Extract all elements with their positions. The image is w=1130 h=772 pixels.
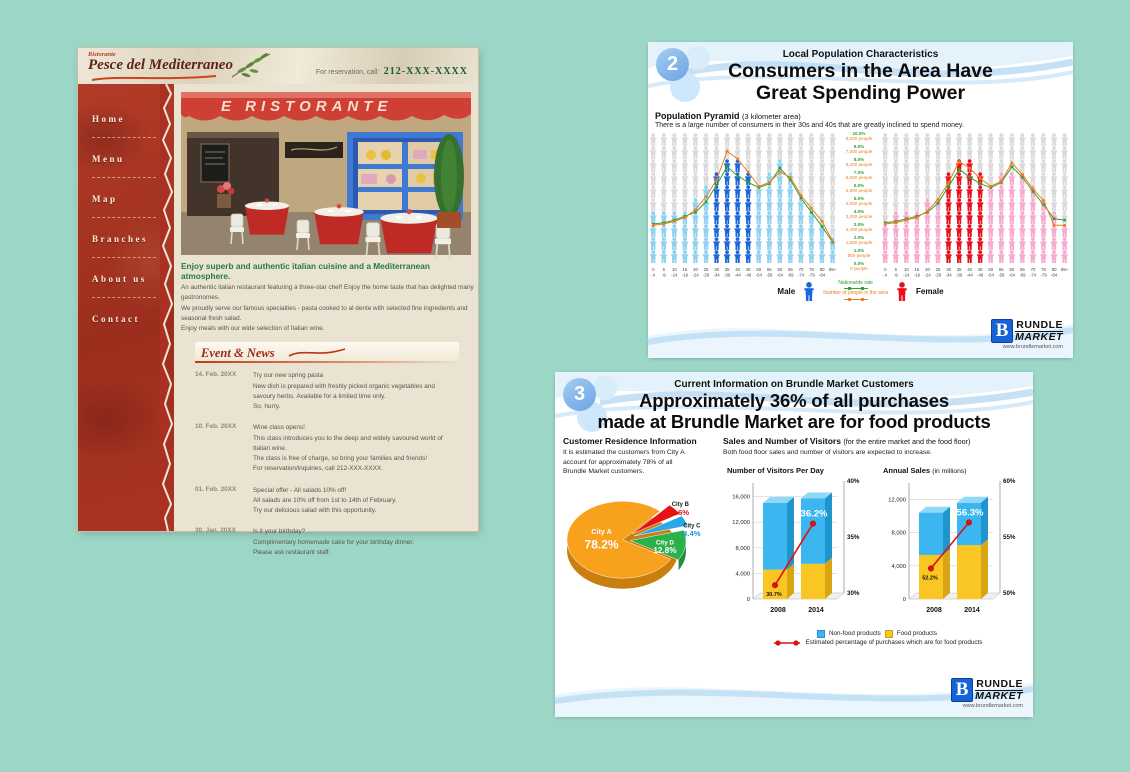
- slide-title-line2: Great Spending Power: [755, 81, 966, 104]
- svg-text:35: 35: [956, 266, 962, 272]
- news-date: 01. Feb. 20XX: [195, 485, 237, 493]
- news-text-line: The class is free of charge, so bring your families and friends!: [253, 455, 428, 462]
- sidebar-item-contact[interactable]: [78, 298, 174, 327]
- sales-description: Both food floor sales and number of visitors are expected to increase.: [723, 449, 932, 457]
- sales-chart-title: [883, 466, 1031, 475]
- sidebar-item-label: Contact: [92, 314, 140, 324]
- sidebar-item-label: Branches: [92, 234, 148, 244]
- svg-text:5,600 people: 5,600 people: [845, 174, 873, 180]
- svg-text:4,800 people: 4,800 people: [845, 187, 873, 193]
- bar-chart-legend: [723, 630, 1031, 647]
- svg-text:4,000 people: 4,000 people: [845, 200, 873, 206]
- svg-text:4.6%: 4.6%: [671, 507, 690, 517]
- residence-text: [563, 448, 715, 477]
- slide-2-consumers: [648, 42, 1073, 358]
- nonfood-legend-label: Non-food products: [828, 630, 881, 638]
- svg-text:4.4%: 4.4%: [683, 528, 701, 538]
- svg-text:60: 60: [1009, 266, 1015, 272]
- section-title: Population Pyramid: [655, 110, 740, 121]
- news-text-line: So, hurry.: [253, 403, 281, 410]
- news-text-line: Try our delicious salad with this opportunity.: [253, 507, 377, 514]
- svg-text:2014: 2014: [964, 606, 980, 614]
- news-text-line: Complimentary homemade cake for your birthday dinner.: [253, 538, 414, 546]
- logo-kicker: Ristorante: [88, 51, 116, 58]
- svg-text:15: 15: [914, 266, 920, 272]
- news-text: [253, 527, 414, 558]
- news-text-line: Italian wine.: [253, 444, 287, 452]
- news-date: 14. Feb. 20XX: [195, 371, 237, 379]
- svg-text:6.0%: 6.0%: [853, 182, 865, 188]
- pyramid-side-chart: [648, 131, 838, 281]
- news-text-line: Please ask restaurant staff.: [253, 548, 331, 556]
- sidebar-item-about-us[interactable]: [78, 258, 174, 287]
- svg-text:8,000: 8,000: [735, 545, 750, 552]
- sales-chart-title-bold: Annual Sales: [883, 465, 931, 475]
- svg-text:5: 5: [894, 266, 897, 272]
- svg-text:-54: -54: [755, 272, 762, 278]
- svg-text:40%: 40%: [847, 477, 860, 485]
- svg-text:12.8%: 12.8%: [653, 546, 677, 556]
- logo-name: Pesce del Mediterraneo: [88, 57, 233, 73]
- svg-text:9.0%: 9.0%: [853, 143, 865, 149]
- svg-text:4.0%: 4.0%: [853, 208, 865, 214]
- brundle-b-badge: B: [951, 678, 973, 702]
- svg-text:55%: 55%: [1003, 533, 1016, 541]
- svg-text:25: 25: [703, 266, 709, 272]
- svg-text:70: 70: [1030, 266, 1036, 272]
- residence-column: [563, 436, 715, 647]
- sales-column: [723, 436, 1031, 647]
- brundle-b-badge: B: [991, 319, 1013, 343]
- svg-text:6,400 people: 6,400 people: [845, 161, 873, 167]
- intro-line: We proudly serve our famous specialties - pasta cooked to al dente with selected fine ingredients and seasonal fresh salad.: [181, 304, 468, 322]
- svg-text:50: 50: [756, 266, 762, 272]
- svg-text:0 people: 0 people: [850, 265, 868, 271]
- svg-text:7,200 people: 7,200 people: [845, 148, 873, 154]
- section-heading: [655, 111, 1073, 121]
- sidebar-item-home[interactable]: [78, 98, 174, 127]
- slide-title: [648, 61, 1073, 105]
- pyramid-axis: [838, 131, 880, 281]
- news-list: [195, 371, 478, 558]
- slide-3-customers: [555, 372, 1033, 717]
- brundle-logo-line2: MARKET: [1015, 331, 1063, 343]
- news-item: [195, 371, 478, 412]
- svg-text:50%: 50%: [1003, 589, 1016, 597]
- svg-text:-14: -14: [903, 272, 910, 278]
- residence-pie-chart: [563, 485, 715, 611]
- svg-text:-29: -29: [934, 272, 942, 278]
- svg-text:1,600 people: 1,600 people: [845, 239, 873, 245]
- svg-text:78.2%: 78.2%: [584, 537, 619, 552]
- news-text-line: Try our new spring pasta: [253, 372, 324, 380]
- svg-text:60%: 60%: [1003, 477, 1016, 485]
- svg-text:-4: -4: [883, 272, 888, 278]
- svg-text:52.2%: 52.2%: [922, 575, 938, 582]
- news-text: [253, 423, 443, 474]
- news-text-line: This class introduces you to the deep and widely savoured world of: [253, 434, 443, 442]
- news-date: 10. Feb. 20XX: [195, 423, 237, 431]
- svg-text:35: 35: [724, 266, 730, 272]
- sidebar-item-branches[interactable]: [78, 218, 174, 247]
- svg-text:35%: 35%: [847, 533, 860, 541]
- population-pyramid-chart: [648, 131, 1073, 281]
- brundle-logo-line1: RUNDLE: [1016, 318, 1063, 331]
- svg-text:50: 50: [988, 266, 994, 272]
- cafe-table: [314, 204, 363, 244]
- svg-text:City C: City C: [683, 523, 701, 530]
- svg-text:8,000: 8,000: [891, 530, 906, 537]
- news-text-line: New dish is prepared with freshly picked organic vegetables and: [253, 382, 435, 390]
- svg-text:20: 20: [693, 266, 698, 272]
- slide-title-line1: Approximately 36% of all purchases: [639, 390, 949, 411]
- news-text-line: For reservation/inquiries, call 212-XXX-XXXX.: [253, 465, 383, 473]
- svg-text:-79: -79: [808, 272, 815, 278]
- svg-text:City A: City A: [591, 526, 612, 536]
- slide-number-badge: 3: [563, 378, 596, 411]
- svg-text:-79: -79: [1040, 272, 1047, 278]
- news-text-line: Is it your birthday?: [253, 528, 306, 536]
- svg-text:0: 0: [902, 596, 906, 603]
- svg-text:-74: -74: [797, 272, 805, 278]
- svg-text:2014: 2014: [808, 606, 824, 614]
- restaurant-photo: [181, 92, 471, 255]
- news-text-line: Special offer - All salads 10% off!: [253, 486, 347, 494]
- slide-title-line2: made at Brundle Market are for food products: [597, 410, 991, 432]
- pyramid-side-chart: [880, 131, 1070, 281]
- brundle-market-logo: [991, 319, 1063, 350]
- reservation-label: For reservation, call:: [315, 69, 380, 76]
- svg-text:12,000: 12,000: [888, 497, 906, 504]
- svg-text:-9: -9: [893, 272, 898, 278]
- svg-text:City D: City D: [655, 539, 674, 547]
- brundle-url: www.brundlemarket.com: [1002, 344, 1063, 350]
- svg-text:75: 75: [1041, 266, 1046, 272]
- male-person-icon: [803, 282, 815, 301]
- svg-text:-49: -49: [745, 272, 752, 278]
- news-text: [253, 371, 435, 412]
- slide-title: [555, 391, 1033, 432]
- sidebar-nav: [78, 84, 174, 531]
- svg-text:2,400 people: 2,400 people: [845, 226, 873, 232]
- svg-text:45: 45: [745, 266, 751, 272]
- svg-text:4,000: 4,000: [735, 571, 750, 578]
- sales-bar-chart: [879, 475, 1031, 630]
- svg-text:20: 20: [925, 266, 930, 272]
- phone-number: 212-XXX-XXXX: [383, 66, 468, 77]
- visitors-bar-chart: [723, 475, 875, 630]
- svg-text:-49: -49: [977, 272, 984, 278]
- svg-text:56.3%: 56.3%: [956, 507, 984, 519]
- svg-text:-59: -59: [766, 272, 773, 278]
- svg-text:2008: 2008: [770, 606, 786, 614]
- news-text-line: savoury herbs. Available for a limited time only.: [253, 392, 386, 400]
- slide-kicker: Current Information on Brundle Market Customers: [674, 379, 914, 390]
- svg-text:-44: -44: [734, 272, 741, 278]
- residence-title: Customer Residence Information: [563, 436, 697, 447]
- svg-text:10.0%: 10.0%: [852, 130, 866, 136]
- svg-text:30: 30: [946, 266, 951, 272]
- brundle-url: www.brundlemarket.com: [962, 703, 1023, 709]
- news-section-header: [195, 342, 459, 361]
- slide-kicker: Local Population Characteristics: [782, 49, 939, 60]
- sales-title-bold: Sales and Number of Visitors: [723, 436, 841, 447]
- visitors-chart-box: [723, 466, 875, 630]
- line-legend: [823, 281, 888, 303]
- svg-text:-19: -19: [913, 272, 921, 278]
- svg-text:65: 65: [788, 266, 793, 272]
- slide-number-badge: 2: [656, 48, 689, 81]
- svg-text:45: 45: [977, 266, 983, 272]
- cafe-table: [245, 199, 289, 235]
- brundle-logo-line1: RUNDLE: [976, 677, 1023, 690]
- svg-text:30.7%: 30.7%: [766, 592, 782, 599]
- site-header: [78, 48, 478, 84]
- residence-line: It is estimated the customers from City A: [563, 449, 685, 457]
- svg-text:40: 40: [735, 266, 741, 272]
- svg-text:1.0%: 1.0%: [853, 247, 865, 253]
- svg-text:12,000: 12,000: [732, 520, 750, 527]
- svg-text:3,200 people: 3,200 people: [845, 213, 873, 219]
- section-note: (3 kilometer area): [742, 111, 801, 121]
- logo-swoosh: [90, 74, 220, 82]
- residence-line: account for approximately 78% of all: [563, 458, 673, 466]
- svg-text:0: 0: [884, 266, 887, 272]
- intro-line: Enjoy meals with our wide selection of Italian wine.: [181, 325, 325, 332]
- svg-text:65: 65: [1020, 266, 1025, 272]
- intro-heading: Enjoy superb and authentic italian cuisine and a Mediterranean atmosphere.: [181, 261, 430, 281]
- news-item: [195, 527, 478, 558]
- svg-text:16,000: 16,000: [732, 494, 750, 501]
- svg-text:-64: -64: [776, 272, 784, 278]
- svg-text:60: 60: [777, 266, 783, 272]
- svg-text:80: 80: [1051, 266, 1057, 272]
- sidebar-item-label: Menu: [92, 154, 125, 164]
- news-item: [195, 423, 478, 474]
- svg-text:-34: -34: [713, 272, 720, 278]
- news-underline: [195, 361, 459, 363]
- sidebar-item-label: Map: [92, 194, 118, 204]
- svg-text:3.0%: 3.0%: [853, 221, 865, 227]
- svg-text:-84: -84: [818, 272, 826, 278]
- section-description: There is a large number of consumers in their 30s and 40s that are greatly inclined to spend money.: [655, 121, 964, 129]
- svg-text:0: 0: [652, 266, 655, 272]
- svg-text:40: 40: [967, 266, 973, 272]
- male-legend-label: Male: [777, 286, 796, 296]
- visitors-chart-title: Number of Visitors Per Day: [727, 465, 824, 475]
- svg-text:85+: 85+: [828, 266, 837, 272]
- nonfood-swatch-icon: [817, 630, 825, 638]
- cafe-table: [380, 209, 437, 253]
- sidebar-item-menu[interactable]: [78, 138, 174, 167]
- svg-text:30: 30: [714, 266, 719, 272]
- site-logo[interactable]: [88, 51, 233, 74]
- svg-text:85+: 85+: [1060, 266, 1069, 272]
- svg-text:-39: -39: [955, 272, 963, 278]
- svg-text:55: 55: [998, 266, 1004, 272]
- svg-text:2.0%: 2.0%: [853, 234, 865, 240]
- svg-text:-9: -9: [661, 272, 666, 278]
- food-swatch-icon: [885, 630, 893, 638]
- svg-text:5: 5: [662, 266, 665, 272]
- female-legend-label: Female: [915, 286, 944, 296]
- svg-text:30%: 30%: [847, 589, 860, 597]
- news-text: [253, 486, 397, 517]
- svg-text:-29: -29: [702, 272, 710, 278]
- svg-text:15: 15: [682, 266, 688, 272]
- svg-text:-39: -39: [723, 272, 731, 278]
- svg-text:4,000: 4,000: [891, 563, 906, 570]
- svg-text:-34: -34: [945, 272, 952, 278]
- reservation-info: [316, 61, 468, 79]
- svg-text:0: 0: [746, 596, 750, 603]
- slide-title-line1: Consumers in the Area Have: [728, 60, 993, 82]
- svg-text:5.0%: 5.0%: [853, 195, 865, 201]
- svg-text:-74: -74: [1029, 272, 1037, 278]
- svg-text:-64: -64: [1008, 272, 1016, 278]
- brundle-logo-line2: MARKET: [975, 690, 1023, 702]
- svg-text:25: 25: [935, 266, 941, 272]
- svg-text:70: 70: [798, 266, 804, 272]
- svg-text:75: 75: [809, 266, 814, 272]
- sidebar-item-map[interactable]: [78, 178, 174, 207]
- news-text-line: Wine class opens!: [253, 424, 305, 432]
- percentage-line-legend-label: Estimated percentage of purchases which are for food products: [805, 639, 983, 647]
- news-date: 30. Jan. 20XX: [195, 527, 236, 535]
- restaurant-website: [78, 48, 478, 556]
- area-people-label: Number of people in the area: [823, 290, 888, 297]
- svg-text:36.2%: 36.2%: [800, 508, 828, 520]
- svg-text:80: 80: [819, 266, 825, 272]
- female-person-icon: [896, 282, 908, 301]
- svg-text:-19: -19: [681, 272, 689, 278]
- svg-text:800 people: 800 people: [847, 252, 871, 258]
- sidebar-item-label: About us: [92, 274, 147, 284]
- svg-text:City B: City B: [671, 502, 689, 509]
- olive-branch-icon: [230, 49, 274, 81]
- brundle-market-logo: [951, 678, 1023, 709]
- svg-text:-24: -24: [692, 272, 699, 278]
- svg-text:2008: 2008: [926, 606, 942, 614]
- svg-text:-59: -59: [998, 272, 1005, 278]
- intro-paragraph: [181, 283, 478, 334]
- svg-text:-4: -4: [651, 272, 656, 278]
- svg-text:0.0%: 0.0%: [853, 260, 865, 266]
- sales-chart-title-note: (in millions): [932, 467, 967, 475]
- awning-text: E RISTORANTE: [221, 98, 393, 115]
- svg-text:10: 10: [672, 266, 677, 272]
- news-title: Event & News: [201, 346, 275, 361]
- svg-text:8,000 people: 8,000 people: [845, 135, 873, 141]
- pyramid-legend: [648, 281, 1073, 303]
- sales-title: [723, 436, 1031, 446]
- nationwide-rate-label: Nationwide rate: [838, 279, 873, 286]
- svg-text:55: 55: [766, 266, 772, 272]
- news-swoosh: [287, 346, 347, 360]
- svg-text:-24: -24: [924, 272, 931, 278]
- svg-text:-69: -69: [1019, 272, 1026, 278]
- red-line-legend-icon: [772, 639, 802, 647]
- news-text-line: All salads are 10% off from 1st to 14th of February.: [253, 496, 397, 504]
- svg-text:-54: -54: [987, 272, 994, 278]
- food-legend-label: Food products: [896, 630, 938, 638]
- area-people-line-icon: [843, 297, 869, 302]
- svg-text:-84: -84: [1050, 272, 1058, 278]
- sales-title-note: (for the entire market and the food floor): [843, 437, 971, 447]
- svg-text:-14: -14: [671, 272, 678, 278]
- svg-text:-44: -44: [966, 272, 973, 278]
- news-item: [195, 486, 478, 517]
- residence-line: Brundle Market customers.: [563, 468, 645, 476]
- sidebar-item-label: Home: [92, 114, 125, 124]
- main-content: [174, 84, 478, 556]
- svg-text:8.0%: 8.0%: [853, 156, 865, 162]
- svg-text:-69: -69: [787, 272, 794, 278]
- sales-chart-box: [879, 466, 1031, 630]
- intro-line: An authentic italian restaurant featuring a three-star chef! Enjoy the home taste that has delighted many gastronomes.: [181, 284, 474, 302]
- svg-text:10: 10: [904, 266, 909, 272]
- svg-text:7.0%: 7.0%: [853, 169, 865, 175]
